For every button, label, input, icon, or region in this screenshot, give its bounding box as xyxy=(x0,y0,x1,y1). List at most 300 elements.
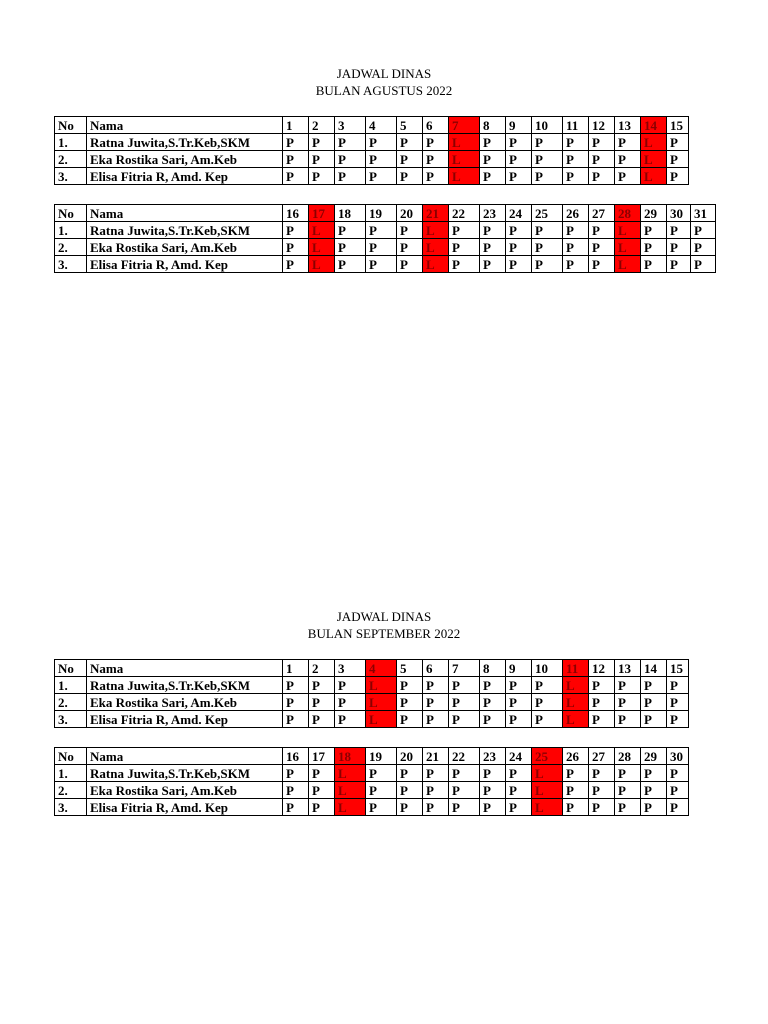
staff-name: Eka Rostika Sari, Am.Keb xyxy=(87,239,283,256)
staff-name: Elisa Fitria R, Amd. Kep xyxy=(87,711,283,728)
duty-cell: P xyxy=(532,256,563,273)
duty-cell: P xyxy=(335,677,366,694)
duty-cell: P xyxy=(366,168,397,185)
header-day: 24 xyxy=(506,205,532,222)
duty-cell: P xyxy=(480,694,506,711)
duty-cell: P xyxy=(667,799,689,816)
duty-cell: P xyxy=(532,239,563,256)
duty-cell: P xyxy=(667,239,691,256)
staff-name: Ratna Juwita,S.Tr.Keb,SKM xyxy=(87,222,283,239)
duty-cell: P xyxy=(366,151,397,168)
duty-cell: P xyxy=(423,151,449,168)
duty-cell: P xyxy=(506,256,532,273)
duty-cell: P xyxy=(641,694,667,711)
duty-cell: P xyxy=(589,239,615,256)
duty-cell: P xyxy=(283,711,309,728)
header-day: 15 xyxy=(667,660,689,677)
duty-cell: P xyxy=(283,256,309,273)
header-name: Nama xyxy=(87,748,283,765)
header-day: 2 xyxy=(309,117,335,134)
schedule-title: JADWAL DINAS xyxy=(336,609,432,624)
table-row xyxy=(55,222,716,239)
header-day: 10 xyxy=(532,660,563,677)
duty-cell: P xyxy=(449,677,480,694)
header-day: 25 xyxy=(532,748,563,765)
header-day: 2 xyxy=(309,660,335,677)
duty-cell: P xyxy=(667,168,689,185)
duty-cell: L xyxy=(449,168,480,185)
duty-cell: P xyxy=(506,677,532,694)
duty-cell: P xyxy=(397,256,423,273)
duty-cell: L xyxy=(449,151,480,168)
duty-cell: P xyxy=(615,151,641,168)
duty-cell: P xyxy=(506,711,532,728)
header-day: 3 xyxy=(335,660,366,677)
duty-cell: L xyxy=(532,799,563,816)
header-day: 22 xyxy=(449,748,480,765)
duty-cell: P xyxy=(335,256,366,273)
header-day: 20 xyxy=(397,205,423,222)
header-day: 10 xyxy=(532,117,563,134)
duty-cell: L xyxy=(641,134,667,151)
header-day: 16 xyxy=(283,748,309,765)
header-day: 11 xyxy=(563,117,589,134)
header-day: 29 xyxy=(641,748,667,765)
row-number: 2. xyxy=(55,782,87,799)
header-day: 6 xyxy=(423,117,449,134)
row-number: 1. xyxy=(55,765,87,782)
duty-cell: P xyxy=(335,711,366,728)
duty-cell: P xyxy=(335,151,366,168)
duty-cell: P xyxy=(423,799,449,816)
staff-name: Eka Rostika Sari, Am.Keb xyxy=(87,151,283,168)
duty-cell: P xyxy=(532,711,563,728)
duty-cell: P xyxy=(397,677,423,694)
header-day: 25 xyxy=(532,205,563,222)
duty-cell: P xyxy=(397,222,423,239)
table-header-row xyxy=(55,117,689,134)
header-day: 27 xyxy=(589,748,615,765)
header-day: 8 xyxy=(480,660,506,677)
duty-cell: L xyxy=(309,222,335,239)
duty-cell: P xyxy=(641,677,667,694)
header-name: Nama xyxy=(87,117,283,134)
duty-cell: P xyxy=(615,694,641,711)
duty-cell: L xyxy=(366,677,397,694)
duty-cell: P xyxy=(397,711,423,728)
header-day: 6 xyxy=(423,660,449,677)
duty-cell: L xyxy=(423,222,449,239)
header-day: 23 xyxy=(480,205,506,222)
duty-cell: P xyxy=(667,765,689,782)
duty-cell: L xyxy=(563,694,589,711)
duty-cell: P xyxy=(563,765,589,782)
header-day: 15 xyxy=(667,117,689,134)
header-day: 5 xyxy=(397,117,423,134)
header-no: No xyxy=(55,660,87,677)
duty-cell: L xyxy=(335,799,366,816)
duty-cell: P xyxy=(449,765,480,782)
duty-cell: P xyxy=(589,222,615,239)
duty-cell: P xyxy=(589,765,615,782)
header-day: 20 xyxy=(397,748,423,765)
duty-cell: P xyxy=(449,256,480,273)
duty-cell: P xyxy=(615,711,641,728)
header-day: 26 xyxy=(563,748,589,765)
duty-cell: P xyxy=(283,239,309,256)
row-number: 3. xyxy=(55,256,87,273)
header-no: No xyxy=(55,117,87,134)
staff-name: Ratna Juwita,S.Tr.Keb,SKM xyxy=(87,677,283,694)
table-row xyxy=(55,677,689,694)
header-day: 27 xyxy=(589,205,615,222)
row-number: 1. xyxy=(55,222,87,239)
duty-cell: P xyxy=(309,677,335,694)
duty-cell: P xyxy=(691,222,716,239)
header-day: 16 xyxy=(283,205,309,222)
header-day: 26 xyxy=(563,205,589,222)
table-row xyxy=(55,256,716,273)
duty-cell: P xyxy=(667,134,689,151)
schedule-table xyxy=(54,747,689,816)
row-number: 1. xyxy=(55,677,87,694)
duty-cell: P xyxy=(397,694,423,711)
row-number: 3. xyxy=(55,168,87,185)
header-day: 28 xyxy=(615,748,641,765)
staff-name: Eka Rostika Sari, Am.Keb xyxy=(87,694,283,711)
duty-cell: P xyxy=(309,168,335,185)
duty-cell: P xyxy=(283,677,309,694)
header-name: Nama xyxy=(87,660,283,677)
duty-cell: L xyxy=(309,256,335,273)
duty-cell: P xyxy=(563,222,589,239)
duty-cell: P xyxy=(641,799,667,816)
duty-cell: P xyxy=(532,134,563,151)
staff-name: Elisa Fitria R, Amd. Kep xyxy=(87,799,283,816)
duty-cell: L xyxy=(563,711,589,728)
duty-cell: P xyxy=(691,239,716,256)
duty-cell: P xyxy=(667,151,689,168)
header-day: 19 xyxy=(366,205,397,222)
table-row xyxy=(55,799,689,816)
header-day: 1 xyxy=(283,660,309,677)
row-number: 2. xyxy=(55,694,87,711)
duty-cell: P xyxy=(563,168,589,185)
duty-cell: P xyxy=(480,799,506,816)
row-number: 3. xyxy=(55,711,87,728)
duty-cell: P xyxy=(480,677,506,694)
table-row xyxy=(55,782,689,799)
header-day: 18 xyxy=(335,748,366,765)
schedule-subtitle: BULAN SEPTEMBER 2022 xyxy=(307,626,461,641)
header-day: 12 xyxy=(589,117,615,134)
duty-cell: P xyxy=(423,134,449,151)
duty-cell: P xyxy=(506,134,532,151)
duty-cell: P xyxy=(532,168,563,185)
duty-cell: P xyxy=(283,694,309,711)
table-row xyxy=(55,151,689,168)
duty-cell: P xyxy=(366,222,397,239)
duty-cell: P xyxy=(283,765,309,782)
duty-cell: P xyxy=(480,239,506,256)
header-day: 12 xyxy=(589,660,615,677)
duty-cell: P xyxy=(563,256,589,273)
header-day: 13 xyxy=(615,660,641,677)
duty-cell: P xyxy=(667,694,689,711)
duty-cell: P xyxy=(641,782,667,799)
duty-cell: L xyxy=(366,711,397,728)
header-day: 24 xyxy=(506,748,532,765)
duty-cell: P xyxy=(506,168,532,185)
duty-cell: P xyxy=(641,222,667,239)
duty-cell: P xyxy=(309,151,335,168)
duty-cell: P xyxy=(641,239,667,256)
duty-cell: P xyxy=(506,222,532,239)
duty-cell: P xyxy=(641,256,667,273)
duty-cell: P xyxy=(615,134,641,151)
staff-name: Elisa Fitria R, Amd. Kep xyxy=(87,168,283,185)
row-number: 1. xyxy=(55,134,87,151)
duty-cell: L xyxy=(563,677,589,694)
schedule-table xyxy=(54,659,689,728)
header-day: 29 xyxy=(641,205,667,222)
duty-cell: P xyxy=(423,711,449,728)
header-day: 5 xyxy=(397,660,423,677)
duty-cell: P xyxy=(589,799,615,816)
duty-cell: P xyxy=(615,677,641,694)
header-day: 3 xyxy=(335,117,366,134)
duty-cell: P xyxy=(589,782,615,799)
duty-cell: L xyxy=(335,782,366,799)
duty-cell: L xyxy=(615,222,641,239)
duty-cell: P xyxy=(480,168,506,185)
duty-cell: P xyxy=(506,782,532,799)
staff-name: Eka Rostika Sari, Am.Keb xyxy=(87,782,283,799)
duty-cell: L xyxy=(532,765,563,782)
header-day: 17 xyxy=(309,748,335,765)
duty-cell: P xyxy=(506,765,532,782)
table-header-row xyxy=(55,205,716,222)
duty-cell: L xyxy=(532,782,563,799)
duty-cell: P xyxy=(397,782,423,799)
header-day: 11 xyxy=(563,660,589,677)
duty-cell: P xyxy=(335,168,366,185)
duty-cell: P xyxy=(506,151,532,168)
duty-cell: L xyxy=(449,134,480,151)
duty-cell: P xyxy=(309,711,335,728)
duty-cell: P xyxy=(506,239,532,256)
header-day: 28 xyxy=(615,205,641,222)
table-row xyxy=(55,134,689,151)
header-day: 19 xyxy=(366,748,397,765)
header-day: 9 xyxy=(506,660,532,677)
header-day: 30 xyxy=(667,748,689,765)
header-day: 21 xyxy=(423,205,449,222)
duty-cell: P xyxy=(667,222,691,239)
schedule-subtitle: BULAN AGUSTUS 2022 xyxy=(315,83,453,98)
duty-cell: P xyxy=(532,222,563,239)
header-day: 14 xyxy=(641,117,667,134)
duty-cell: L xyxy=(423,239,449,256)
duty-cell: P xyxy=(641,765,667,782)
header-no: No xyxy=(55,205,87,222)
duty-cell: P xyxy=(589,711,615,728)
duty-cell: L xyxy=(641,168,667,185)
duty-cell: P xyxy=(335,134,366,151)
header-day: 18 xyxy=(335,205,366,222)
row-number: 2. xyxy=(55,239,87,256)
duty-cell: P xyxy=(309,765,335,782)
table-row xyxy=(55,694,689,711)
duty-cell: P xyxy=(366,256,397,273)
duty-cell: L xyxy=(615,256,641,273)
table-row xyxy=(55,711,689,728)
duty-cell: P xyxy=(397,239,423,256)
header-day: 4 xyxy=(366,117,397,134)
duty-cell: P xyxy=(480,711,506,728)
duty-cell: P xyxy=(480,151,506,168)
duty-cell: P xyxy=(283,134,309,151)
row-number: 3. xyxy=(55,799,87,816)
duty-cell: P xyxy=(532,694,563,711)
duty-cell: P xyxy=(667,711,689,728)
duty-cell: P xyxy=(283,782,309,799)
header-day: 9 xyxy=(506,117,532,134)
duty-cell: P xyxy=(691,256,716,273)
header-day: 7 xyxy=(449,117,480,134)
duty-cell: P xyxy=(366,799,397,816)
duty-cell: P xyxy=(449,799,480,816)
duty-cell: P xyxy=(309,782,335,799)
header-day: 1 xyxy=(283,117,309,134)
duty-cell: P xyxy=(589,694,615,711)
schedule-title: JADWAL DINAS xyxy=(336,66,432,81)
duty-cell: P xyxy=(615,782,641,799)
duty-cell: P xyxy=(615,168,641,185)
duty-cell: P xyxy=(335,222,366,239)
header-day: 4 xyxy=(366,660,397,677)
duty-cell: P xyxy=(480,256,506,273)
duty-cell: P xyxy=(563,151,589,168)
duty-cell: P xyxy=(563,799,589,816)
duty-cell: P xyxy=(423,782,449,799)
duty-cell: P xyxy=(423,677,449,694)
header-day: 22 xyxy=(449,205,480,222)
duty-cell: P xyxy=(335,694,366,711)
duty-cell: P xyxy=(309,134,335,151)
duty-cell: P xyxy=(532,677,563,694)
duty-cell: L xyxy=(641,151,667,168)
duty-cell: P xyxy=(423,694,449,711)
duty-cell: P xyxy=(589,168,615,185)
table-row xyxy=(55,239,716,256)
duty-cell: P xyxy=(589,256,615,273)
header-day: 7 xyxy=(449,660,480,677)
duty-cell: P xyxy=(449,782,480,799)
table-row xyxy=(55,765,689,782)
header-day: 17 xyxy=(309,205,335,222)
duty-cell: P xyxy=(397,134,423,151)
staff-name: Ratna Juwita,S.Tr.Keb,SKM xyxy=(87,765,283,782)
duty-cell: P xyxy=(309,799,335,816)
duty-cell: P xyxy=(366,239,397,256)
duty-cell: P xyxy=(506,694,532,711)
table-row xyxy=(55,168,689,185)
duty-cell: P xyxy=(480,222,506,239)
header-day: 14 xyxy=(641,660,667,677)
duty-cell: L xyxy=(423,256,449,273)
duty-cell: P xyxy=(667,782,689,799)
duty-cell: P xyxy=(589,677,615,694)
duty-cell: P xyxy=(423,765,449,782)
duty-cell: P xyxy=(563,239,589,256)
table-header-row xyxy=(55,748,689,765)
duty-cell: P xyxy=(283,799,309,816)
duty-cell: P xyxy=(449,239,480,256)
schedule-table xyxy=(54,116,689,185)
duty-cell: P xyxy=(563,782,589,799)
duty-cell: P xyxy=(366,765,397,782)
header-name: Nama xyxy=(87,205,283,222)
header-day: 23 xyxy=(480,748,506,765)
duty-cell: P xyxy=(589,151,615,168)
duty-cell: P xyxy=(366,782,397,799)
duty-cell: P xyxy=(366,134,397,151)
duty-cell: P xyxy=(283,168,309,185)
duty-cell: P xyxy=(309,694,335,711)
header-day: 21 xyxy=(423,748,449,765)
staff-name: Ratna Juwita,S.Tr.Keb,SKM xyxy=(87,134,283,151)
duty-cell: P xyxy=(397,168,423,185)
duty-cell: L xyxy=(366,694,397,711)
schedule-table xyxy=(54,204,716,273)
header-day: 13 xyxy=(615,117,641,134)
header-day: 31 xyxy=(691,205,716,222)
duty-cell: P xyxy=(423,168,449,185)
duty-cell: P xyxy=(563,134,589,151)
duty-cell: L xyxy=(335,765,366,782)
duty-cell: L xyxy=(615,239,641,256)
header-day: 30 xyxy=(667,205,691,222)
duty-cell: P xyxy=(397,799,423,816)
header-day: 8 xyxy=(480,117,506,134)
duty-cell: P xyxy=(480,134,506,151)
duty-cell: P xyxy=(667,256,691,273)
duty-cell: L xyxy=(309,239,335,256)
duty-cell: P xyxy=(449,222,480,239)
duty-cell: P xyxy=(480,765,506,782)
duty-cell: P xyxy=(449,694,480,711)
duty-cell: P xyxy=(283,222,309,239)
staff-name: Elisa Fitria R, Amd. Kep xyxy=(87,256,283,273)
duty-cell: P xyxy=(667,677,689,694)
duty-cell: P xyxy=(283,151,309,168)
duty-cell: P xyxy=(397,765,423,782)
row-number: 2. xyxy=(55,151,87,168)
duty-cell: P xyxy=(506,799,532,816)
duty-cell: P xyxy=(589,134,615,151)
duty-cell: P xyxy=(397,151,423,168)
duty-cell: P xyxy=(615,765,641,782)
duty-cell: P xyxy=(335,239,366,256)
duty-cell: P xyxy=(532,151,563,168)
duty-cell: P xyxy=(641,711,667,728)
duty-cell: P xyxy=(449,711,480,728)
header-no: No xyxy=(55,748,87,765)
duty-cell: P xyxy=(615,799,641,816)
duty-cell: P xyxy=(480,782,506,799)
table-header-row xyxy=(55,660,689,677)
